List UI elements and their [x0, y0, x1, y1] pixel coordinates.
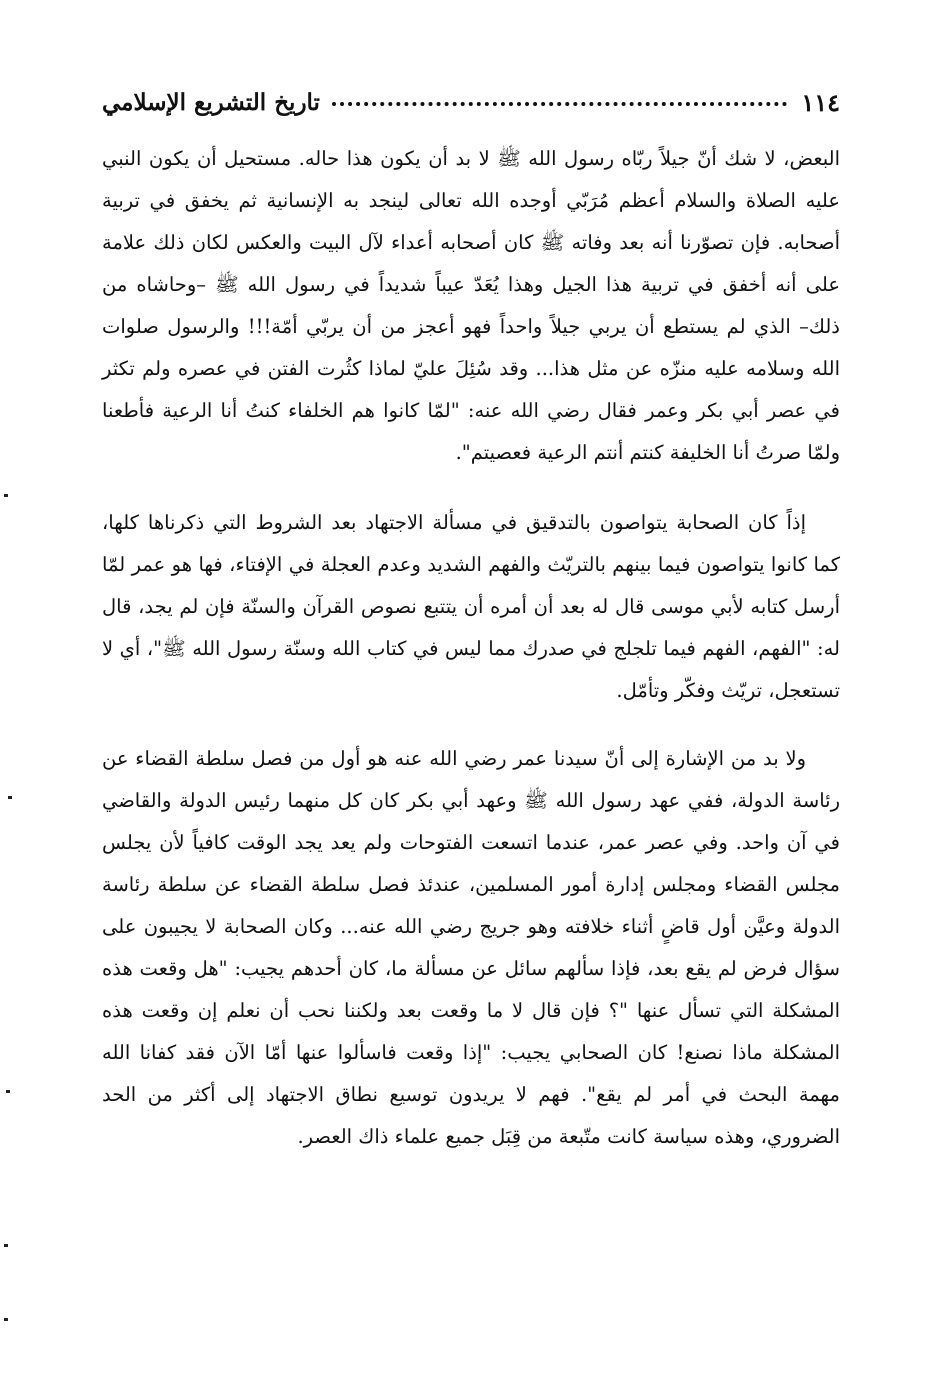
paragraph-3: ولا بد من الإشارة إلى أنّ سيدنا عمر رضي الله عنه هو أول من فصل سلطة القضاء عن رئاسة الدولة، ففي عهد رسول الله ﷺ وعهد أبي بكر كان كل منهما رئيس الدولة والقاضي في آن واحد. وفي عصر عمر، عندما اتسعت الفتوحات ولم يعد يجد الوقت كافياً لأن يجلس مجلس القضاء ومجلس إدارة أمور المسلمين، عندئذ فصل سلطة القضاء عن سلطة رئاسة الدولة وعيَّن أول قاضٍ أثناء خلافته وهو جريج رضي الله عنه... وكان الصحابة لا يجيبون على سؤال فرض لم يقع بعد، فإذا سألهم سائل عن مسألة ما، كان أحدهم يجيب: "هل وقعت هذه المشكلة التي تسأل عنها "؟ فإن قال لا ما وقعت بعد ولكننا نحب أن نعلم إن وقعت هذه المشكلة ماذا نصنع! كان الصحابي يجيب: "إذا وقعت فاسألوا عنها أمّا الآن فقد كفانا الله مهمة البحث في أمر لم يقع". فهم لا يريدون توسيع نطاق الاجتهاد إلى أكثر من الحد الضروري، وهذه سياسة كانت متّبعة من قِبَل جميع علماء ذاك العصر.: [102, 747, 840, 1148]
paragraph-1: البعض، لا شك أنّ جيلاً ربّاه رسول الله ﷺ لا بد أن يكون هذا حاله. مستحيل أن يكون النبي عليه الصلاة والسلام أعظم مُرَبّي أوجده الله تعالى لينجد به الإنسانية ثم يخفق في تربية أصحابه. فإن تصوّرنا أنه بعد وفاته ﷺ كان أصحابه أعداء لآل البيت والعكس لكان ذلك علامة على أنه أخفق في تربية هذا الجيل وهذا يُعَدّ عيباً شديداً في رسول الله ﷺ –وحاشاه من ذلك– الذي لم يستطع أن يربي جيلاً واحداً فهو أعجز من أن يربّي أمّة!!! والرسول صلوات الله وسلامه عليه منزّه عن مثل هذا... وقد سُئِلَ عليّ لماذا كثُرت الفتن في عصره ولم تكثر في عصر أبي بكر وعمر فقال رضي الله عنه: "لمّا كانوا هم الخلفاء كنتُ أنا الرعية فأطعنا ولمّا صرتُ أنا الخليفة كنتم أنتم الرعية فعصيتم".: [102, 147, 840, 464]
scan-speck: [4, 1318, 8, 1321]
scan-speck: [4, 494, 8, 497]
scan-speck: [4, 1244, 8, 1247]
scan-speck: [8, 796, 12, 799]
running-title: تاريخ التشريع الإسلامي: [102, 88, 320, 116]
page-body: [102, 138, 840, 1158]
scan-speck: [6, 1090, 10, 1093]
page-header: [102, 80, 840, 124]
paragraph-2: إذاً كان الصحابة يتواصون بالتدقيق في مسألة الاجتهاد بعد الشروط التي ذكرناها كلها، كما كانوا يتواصون فيما بينهم بالتريّث والفهم الشديد وعدم العجلة في الإفتاء، فها هو عمر لمّا أرسل كتابه لأبي موسى قال له بعد أن أمره أن يتتبع نصوص القرآن والسنّة فإن لم يجد، قال له: "الفهم، الفهم فيما تلجلج في صدرك مما ليس في كتاب الله وسنّة رسول الله ﷺ"، أي لا تستعجل، تريّث وفكّر وتأمّل.: [102, 511, 840, 702]
page-number: ١١٤: [801, 87, 840, 117]
header-dotted-rule: [332, 102, 787, 106]
